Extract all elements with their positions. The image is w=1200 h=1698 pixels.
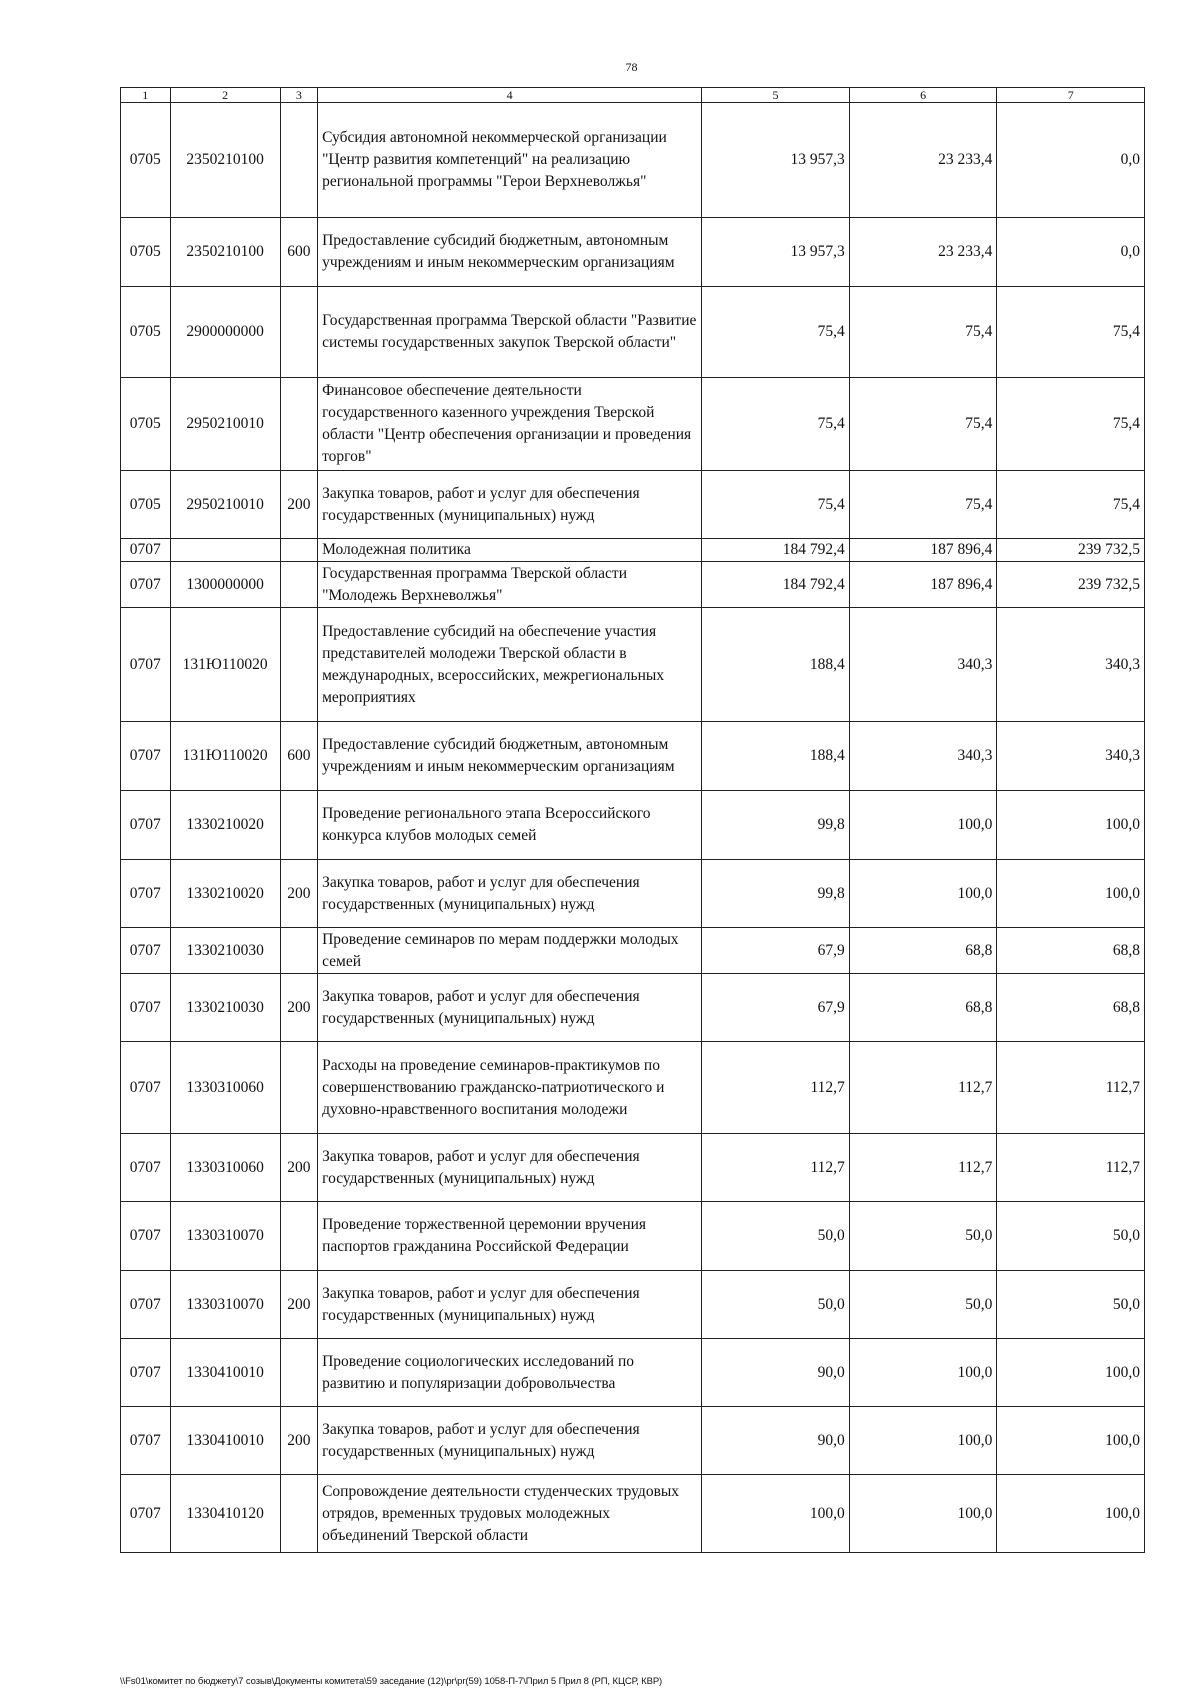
column-header: 2	[170, 88, 280, 103]
item-name: Субсидия автономной некоммерческой организации "Центр развития компетенций" на реализацию региональной программы "Герои Верхневолжья"	[318, 103, 702, 218]
section-code: 0707	[121, 1339, 171, 1407]
section-code: 0707	[121, 1407, 171, 1475]
target-article-code: 131Ю110020	[170, 608, 280, 722]
target-article-code: 1300000000	[170, 562, 280, 608]
column-header: 6	[849, 88, 997, 103]
amount-col7: 0,0	[997, 103, 1145, 218]
target-article-code: 1330210030	[170, 928, 280, 974]
column-header: 4	[318, 88, 702, 103]
item-name: Государственная программа Тверской области "Молодежь Верхневолжья"	[318, 562, 702, 608]
item-name: Государственная программа Тверской области "Развитие системы государственных закупок Тверской области"	[318, 287, 702, 378]
amount-col6: 112,7	[849, 1042, 997, 1134]
column-header: 3	[280, 88, 317, 103]
item-name: Предоставление субсидий бюджетным, автономным учреждениям и иным некоммерческим организациям	[318, 218, 702, 287]
expense-type-code	[280, 1475, 317, 1553]
amount-col5: 75,4	[702, 287, 850, 378]
target-article-code: 1330410010	[170, 1339, 280, 1407]
table-row	[121, 608, 1145, 722]
table-row	[121, 218, 1145, 287]
amount-col7: 68,8	[997, 974, 1145, 1042]
target-article-code: 1330310060	[170, 1042, 280, 1134]
item-name: Проведение регионального этапа Всероссийского конкурса клубов молодых семей	[318, 791, 702, 860]
table-row	[121, 1134, 1145, 1202]
amount-col6: 50,0	[849, 1202, 997, 1271]
column-number-row	[121, 88, 1145, 103]
item-name: Расходы на проведение семинаров-практикумов по совершенствованию гражданско-патриотического и духовно-нравственного воспитания молодежи	[318, 1042, 702, 1134]
target-article-code: 2950210010	[170, 378, 280, 471]
amount-col7: 340,3	[997, 608, 1145, 722]
target-article-code: 1330210020	[170, 860, 280, 928]
amount-col6: 23 233,4	[849, 218, 997, 287]
page-number: 78	[625, 60, 638, 74]
column-header: 5	[702, 88, 850, 103]
amount-col5: 100,0	[702, 1475, 850, 1553]
table-row	[121, 378, 1145, 471]
table-row	[121, 103, 1145, 218]
table-row	[121, 471, 1145, 539]
amount-col5: 13 957,3	[702, 103, 850, 218]
amount-col7: 100,0	[997, 791, 1145, 860]
amount-col7: 0,0	[997, 218, 1145, 287]
item-name: Закупка товаров, работ и услуг для обеспечения государственных (муниципальных) нужд	[318, 1271, 702, 1339]
amount-col7: 75,4	[997, 378, 1145, 471]
target-article-code: 1330410120	[170, 1475, 280, 1553]
amount-col6: 75,4	[849, 471, 997, 539]
section-code: 0707	[121, 562, 171, 608]
section-code: 0707	[121, 1202, 171, 1271]
table-row	[121, 791, 1145, 860]
section-code: 0705	[121, 287, 171, 378]
expense-type-code	[280, 608, 317, 722]
target-article-code: 2950210010	[170, 471, 280, 539]
amount-col6: 340,3	[849, 722, 997, 791]
table-row	[121, 1042, 1145, 1134]
amount-col6: 187 896,4	[849, 539, 997, 562]
expense-type-code: 200	[280, 1134, 317, 1202]
target-article-code: 2900000000	[170, 287, 280, 378]
item-name: Закупка товаров, работ и услуг для обеспечения государственных (муниципальных) нужд	[318, 974, 702, 1042]
amount-col6: 75,4	[849, 378, 997, 471]
item-name: Финансовое обеспечение деятельности государственного казенного учреждения Тверской области "Центр обеспечения организации и проведения торгов"	[318, 378, 702, 471]
expense-type-code	[280, 103, 317, 218]
amount-col5: 75,4	[702, 471, 850, 539]
item-name: Проведение социологических исследований по развитию и популяризации добровольчества	[318, 1339, 702, 1407]
amount-col6: 68,8	[849, 974, 997, 1042]
amount-col7: 50,0	[997, 1202, 1145, 1271]
amount-col7: 112,7	[997, 1134, 1145, 1202]
amount-col7: 50,0	[997, 1271, 1145, 1339]
section-code: 0705	[121, 218, 171, 287]
amount-col6: 50,0	[849, 1271, 997, 1339]
amount-col6: 100,0	[849, 1475, 997, 1553]
table-row	[121, 562, 1145, 608]
section-code: 0707	[121, 722, 171, 791]
budget-table	[120, 87, 1145, 1553]
amount-col7: 100,0	[997, 860, 1145, 928]
section-code: 0705	[121, 103, 171, 218]
amount-col7: 239 732,5	[997, 539, 1145, 562]
amount-col6: 23 233,4	[849, 103, 997, 218]
item-name: Закупка товаров, работ и услуг для обеспечения государственных (муниципальных) нужд	[318, 471, 702, 539]
item-name: Проведение семинаров по мерам поддержки молодых семей	[318, 928, 702, 974]
amount-col5: 184 792,4	[702, 539, 850, 562]
amount-col7: 239 732,5	[997, 562, 1145, 608]
amount-col6: 75,4	[849, 287, 997, 378]
table-row	[121, 1339, 1145, 1407]
amount-col7: 75,4	[997, 471, 1145, 539]
expense-type-code: 200	[280, 860, 317, 928]
column-header: 7	[997, 88, 1145, 103]
amount-col7: 100,0	[997, 1339, 1145, 1407]
amount-col7: 112,7	[997, 1042, 1145, 1134]
item-name: Сопровождение деятельности студенческих трудовых отрядов, временных трудовых молодежных объединений Тверской области	[318, 1475, 702, 1553]
amount-col5: 50,0	[702, 1271, 850, 1339]
target-article-code: 1330210020	[170, 791, 280, 860]
table-row	[121, 539, 1145, 562]
amount-col6: 340,3	[849, 608, 997, 722]
item-name: Предоставление субсидий бюджетным, автономным учреждениям и иным некоммерческим организациям	[318, 722, 702, 791]
amount-col7: 68,8	[997, 928, 1145, 974]
target-article-code: 2350210100	[170, 218, 280, 287]
table-row	[121, 1475, 1145, 1553]
section-code: 0707	[121, 1475, 171, 1553]
amount-col6: 187 896,4	[849, 562, 997, 608]
section-code: 0707	[121, 539, 171, 562]
item-name: Молодежная политика	[318, 539, 702, 562]
amount-col5: 188,4	[702, 722, 850, 791]
expense-type-code: 600	[280, 722, 317, 791]
table-row	[121, 722, 1145, 791]
item-name: Проведение торжественной церемонии вручения паспортов гражданина Российской Федерации	[318, 1202, 702, 1271]
expense-type-code	[280, 378, 317, 471]
item-name: Закупка товаров, работ и услуг для обеспечения государственных (муниципальных) нужд	[318, 1407, 702, 1475]
item-name: Закупка товаров, работ и услуг для обеспечения государственных (муниципальных) нужд	[318, 1134, 702, 1202]
table-row	[121, 860, 1145, 928]
expense-type-code: 200	[280, 1407, 317, 1475]
amount-col6: 68,8	[849, 928, 997, 974]
table-row	[121, 1407, 1145, 1475]
section-code: 0705	[121, 471, 171, 539]
amount-col6: 100,0	[849, 1407, 997, 1475]
amount-col5: 99,8	[702, 860, 850, 928]
amount-col6: 100,0	[849, 791, 997, 860]
amount-col5: 67,9	[702, 974, 850, 1042]
amount-col5: 13 957,3	[702, 218, 850, 287]
expense-type-code: 200	[280, 974, 317, 1042]
amount-col6: 100,0	[849, 860, 997, 928]
target-article-code: 131Ю110020	[170, 722, 280, 791]
section-code: 0707	[121, 928, 171, 974]
expense-type-code	[280, 1339, 317, 1407]
column-header: 1	[121, 88, 171, 103]
target-article-code: 1330310070	[170, 1271, 280, 1339]
amount-col5: 75,4	[702, 378, 850, 471]
expense-type-code: 200	[280, 471, 317, 539]
section-code: 0707	[121, 791, 171, 860]
section-code: 0707	[121, 1042, 171, 1134]
expense-type-code	[280, 928, 317, 974]
item-name: Закупка товаров, работ и услуг для обеспечения государственных (муниципальных) нужд	[318, 860, 702, 928]
table-row	[121, 1271, 1145, 1339]
section-code: 0707	[121, 974, 171, 1042]
amount-col5: 50,0	[702, 1202, 850, 1271]
section-code: 0707	[121, 1134, 171, 1202]
target-article-code: 1330310060	[170, 1134, 280, 1202]
section-code: 0707	[121, 1271, 171, 1339]
amount-col5: 188,4	[702, 608, 850, 722]
expense-type-code	[280, 1042, 317, 1134]
table-row	[121, 287, 1145, 378]
amount-col5: 184 792,4	[702, 562, 850, 608]
table-body	[121, 103, 1145, 1553]
expense-type-code	[280, 539, 317, 562]
target-article-code: 2350210100	[170, 103, 280, 218]
section-code: 0705	[121, 378, 171, 471]
expense-type-code: 200	[280, 1271, 317, 1339]
amount-col5: 90,0	[702, 1339, 850, 1407]
footer-file-path: \\Fs01\комитет по бюджету\7 созыв\Документы комитета\59 заседание (12)\pr\pr(59) 1058-П-7\Прил 5 Прил 8 (РП, КЦСР, КВР)	[120, 1676, 663, 1687]
target-article-code	[170, 539, 280, 562]
section-code: 0707	[121, 860, 171, 928]
target-article-code: 1330410010	[170, 1407, 280, 1475]
target-article-code: 1330210030	[170, 974, 280, 1042]
amount-col7: 75,4	[997, 287, 1145, 378]
expense-type-code	[280, 287, 317, 378]
amount-col7: 340,3	[997, 722, 1145, 791]
table-row	[121, 974, 1145, 1042]
amount-col6: 112,7	[849, 1134, 997, 1202]
amount-col5: 112,7	[702, 1042, 850, 1134]
expense-type-code: 600	[280, 218, 317, 287]
target-article-code: 1330310070	[170, 1202, 280, 1271]
section-code: 0707	[121, 608, 171, 722]
expense-type-code	[280, 1202, 317, 1271]
amount-col6: 100,0	[849, 1339, 997, 1407]
table-row	[121, 1202, 1145, 1271]
amount-col5: 112,7	[702, 1134, 850, 1202]
expense-type-code	[280, 791, 317, 860]
amount-col7: 100,0	[997, 1407, 1145, 1475]
amount-col5: 67,9	[702, 928, 850, 974]
expense-type-code	[280, 562, 317, 608]
item-name: Предоставление субсидий на обеспечение участия представителей молодежи Тверской области в международных, всероссийских, межрегиональных мероприятиях	[318, 608, 702, 722]
table-row	[121, 928, 1145, 974]
amount-col5: 99,8	[702, 791, 850, 860]
amount-col7: 100,0	[997, 1475, 1145, 1553]
amount-col5: 90,0	[702, 1407, 850, 1475]
